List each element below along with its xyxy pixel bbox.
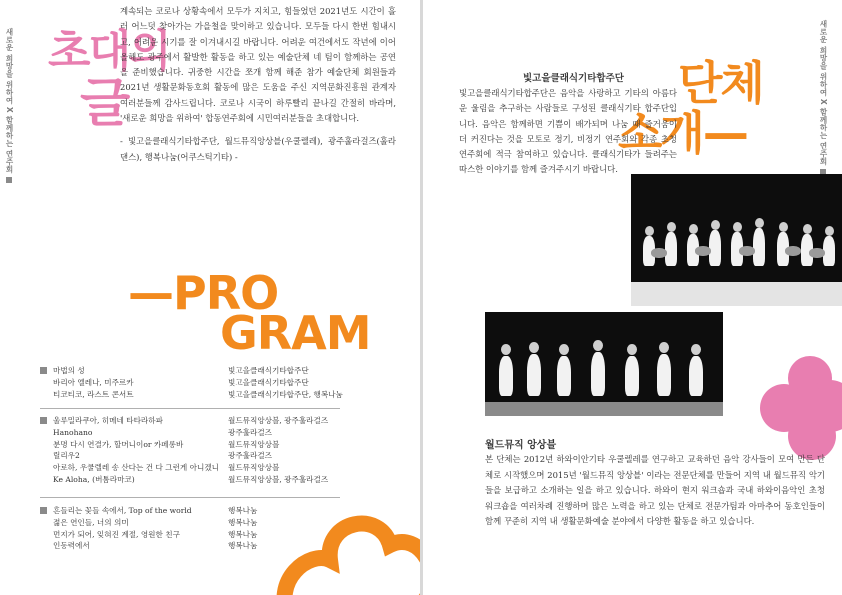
program-performer: 광주훌라걸즈 <box>228 427 273 437</box>
program-performer: 월드뮤직앙상블, 광주훌라걸즈 <box>228 416 329 425</box>
group2-name: 월드뮤직 앙상블 <box>485 440 557 451</box>
program-piece: 아로하, 우쿨렐레 송 산다는 건 다 그런게 아니겠니 <box>53 463 220 473</box>
program-performer: 빛고을클래식기타합주단 <box>228 377 309 387</box>
program-piece: 먼지가 되어, 잊혀진 계절, 영원한 친구 <box>53 529 180 539</box>
program-piece: Ke Aloha, (버톰라마코) <box>53 474 135 484</box>
program-group-2 <box>40 415 380 489</box>
left-vertical-label: 새로운 희망을 위하여 X 함께하는 연주회 <box>4 28 15 183</box>
group2-description: 본 단체는 2012년 하와이안기타 우쿨렐레를 연구하고 교육하던 음악 강사들이 모여 만든 단체로 시작했으며 2015년 '월드뮤직 앙상블' 이라는 전문단체를 만들어 지역 내 월드뮤직 악기들을 보급하고 소개하는 일을 하고 있습니다. 하와이 현지 워크숍과 국내 하와이음악인 초청 워크숍을 여러차례 진행하며 많은 노력을 하고 있는 단체로 전문가팀과 아마추어 동호인들이 함께 꾸준히 지역 내 생활문화예술 분야에서 다양한 활동을 하고 있습니다. <box>485 454 825 527</box>
square-bullet-icon <box>40 417 47 424</box>
square-bullet-icon <box>40 367 47 374</box>
program-performer: 월드뮤직앙상블 <box>228 463 280 473</box>
program-piece: 마법의 성 <box>53 366 85 375</box>
right-vertical-label: 새로운 희망을 위하여 X 함께하는 연주회 <box>818 20 829 175</box>
program-performer: 빛고을클래식기타합주단 <box>228 366 309 375</box>
program-performer: 행복나눔 <box>228 541 258 551</box>
invitation-text <box>120 4 396 165</box>
program-piece: 티코티코, 라스트 콘서트 <box>53 389 134 399</box>
square-bullet-icon <box>40 507 47 514</box>
left-page <box>0 0 420 595</box>
program-title-line1: —PRO <box>128 266 279 320</box>
group-intro-title-line2: 소개— <box>618 106 747 160</box>
program-piece: 울루밀라쿠아, 히메네 타타라하파 <box>53 416 163 425</box>
program-piece: 릴리우2 <box>53 451 80 461</box>
program-piece: 젊은 연인들, 너의 의미 <box>53 517 129 527</box>
program-piece: 바리아 엘레나, 미주르카 <box>53 377 134 387</box>
ukulele-ensemble-photo <box>485 312 723 416</box>
program-performer: 행복나눔 <box>228 517 258 527</box>
program-piece: 인동력에서 <box>53 541 90 551</box>
group1-name: 빛고을클래식기타합주단 <box>523 73 624 84</box>
program-title-line2: GRAM <box>220 306 371 360</box>
right-page <box>423 0 842 595</box>
program-group-1 <box>40 365 380 405</box>
program-performer: 월드뮤직앙상블, 광주훌라걸즈 <box>228 474 329 484</box>
guitar-ensemble-photo <box>631 174 842 306</box>
flower-shape-icon <box>750 356 842 462</box>
program-performer: 월드뮤직앙상블 <box>228 439 280 449</box>
program-divider <box>40 497 340 498</box>
invitation-paragraph: 계속되는 코로나 상황속에서 모두가 지치고, 힘들었던 2021년도 시간이 흘러 어느덧 찾아가는 가을철을 맞이하고 있습니다. 모두들 다시 한번 힘내시고, 어려운 시기를 잘 이겨내시길 바랍니다. 어려운 여건에서도 작년에 이어 올해도 광주에서 활발한 활동을 하고 있는 예술단체 네 팀이 함께하는 공연을 준비했습니다. 귀중한 시간을 쪼개 함께 해준 참가 예술단체 회원들과 2021년 생활문화동호회 활동에 많은 도움을 주신 지역문화진흥원 관계자 여러분들께 감사드립니다. 코로나 시국이 하루빨리 끝나길 간절히 바라며, '새로운 희망을 위하여' 합동연주회에 시민여러분들을 초대합니다. <box>120 6 396 124</box>
program-performer: 광주훌라걸즈 <box>228 451 273 461</box>
program-divider <box>40 408 340 409</box>
program-piece: 흔들리는 꽃들 속에서, Top of the world <box>53 506 192 515</box>
program-piece: 분명 다시 연결가, 할머니이or 카페롱바 <box>53 439 184 449</box>
group-intro-title-line1: 단체 <box>678 56 763 110</box>
invitation-title-line1: 초대의 <box>48 26 170 77</box>
program-performer: 행복나눔 <box>228 529 258 539</box>
program-group-3 <box>40 505 380 555</box>
square-bullet-icon <box>6 177 12 183</box>
invitation-title-line2: 글 <box>80 74 131 134</box>
group1-description: 빛고을클래식기타합주단은 음악을 사랑하고 기타의 아름다운 울림을 추구하는 사람들로 구성된 클래식기타 합주단입니다. 음악은 함께하면 기쁨이 배가되며 나눔 때 즐거움이 더 커진다는 것을 모토로 정기, 비정기 연주회와 각종 초청 연주회에 적극 참여하고 있습니다. 클래식기타가 들려주는 따스한 이야기를 함께 즐겨주시기 바랍니다. <box>459 88 677 175</box>
program-performer: 행복나눔 <box>228 506 258 515</box>
program-piece: Hanohano <box>53 427 93 437</box>
invitation-signoff: - 빛고을클래식기타합주단, 월드뮤직앙상블(우쿨렐레), 광주훌라걸즈(훌라댄스), 행복나눔(어쿠스틱기타) - <box>120 136 396 162</box>
program-performer: 빛고을클래식기타합주단, 행복나눔 <box>228 389 343 399</box>
